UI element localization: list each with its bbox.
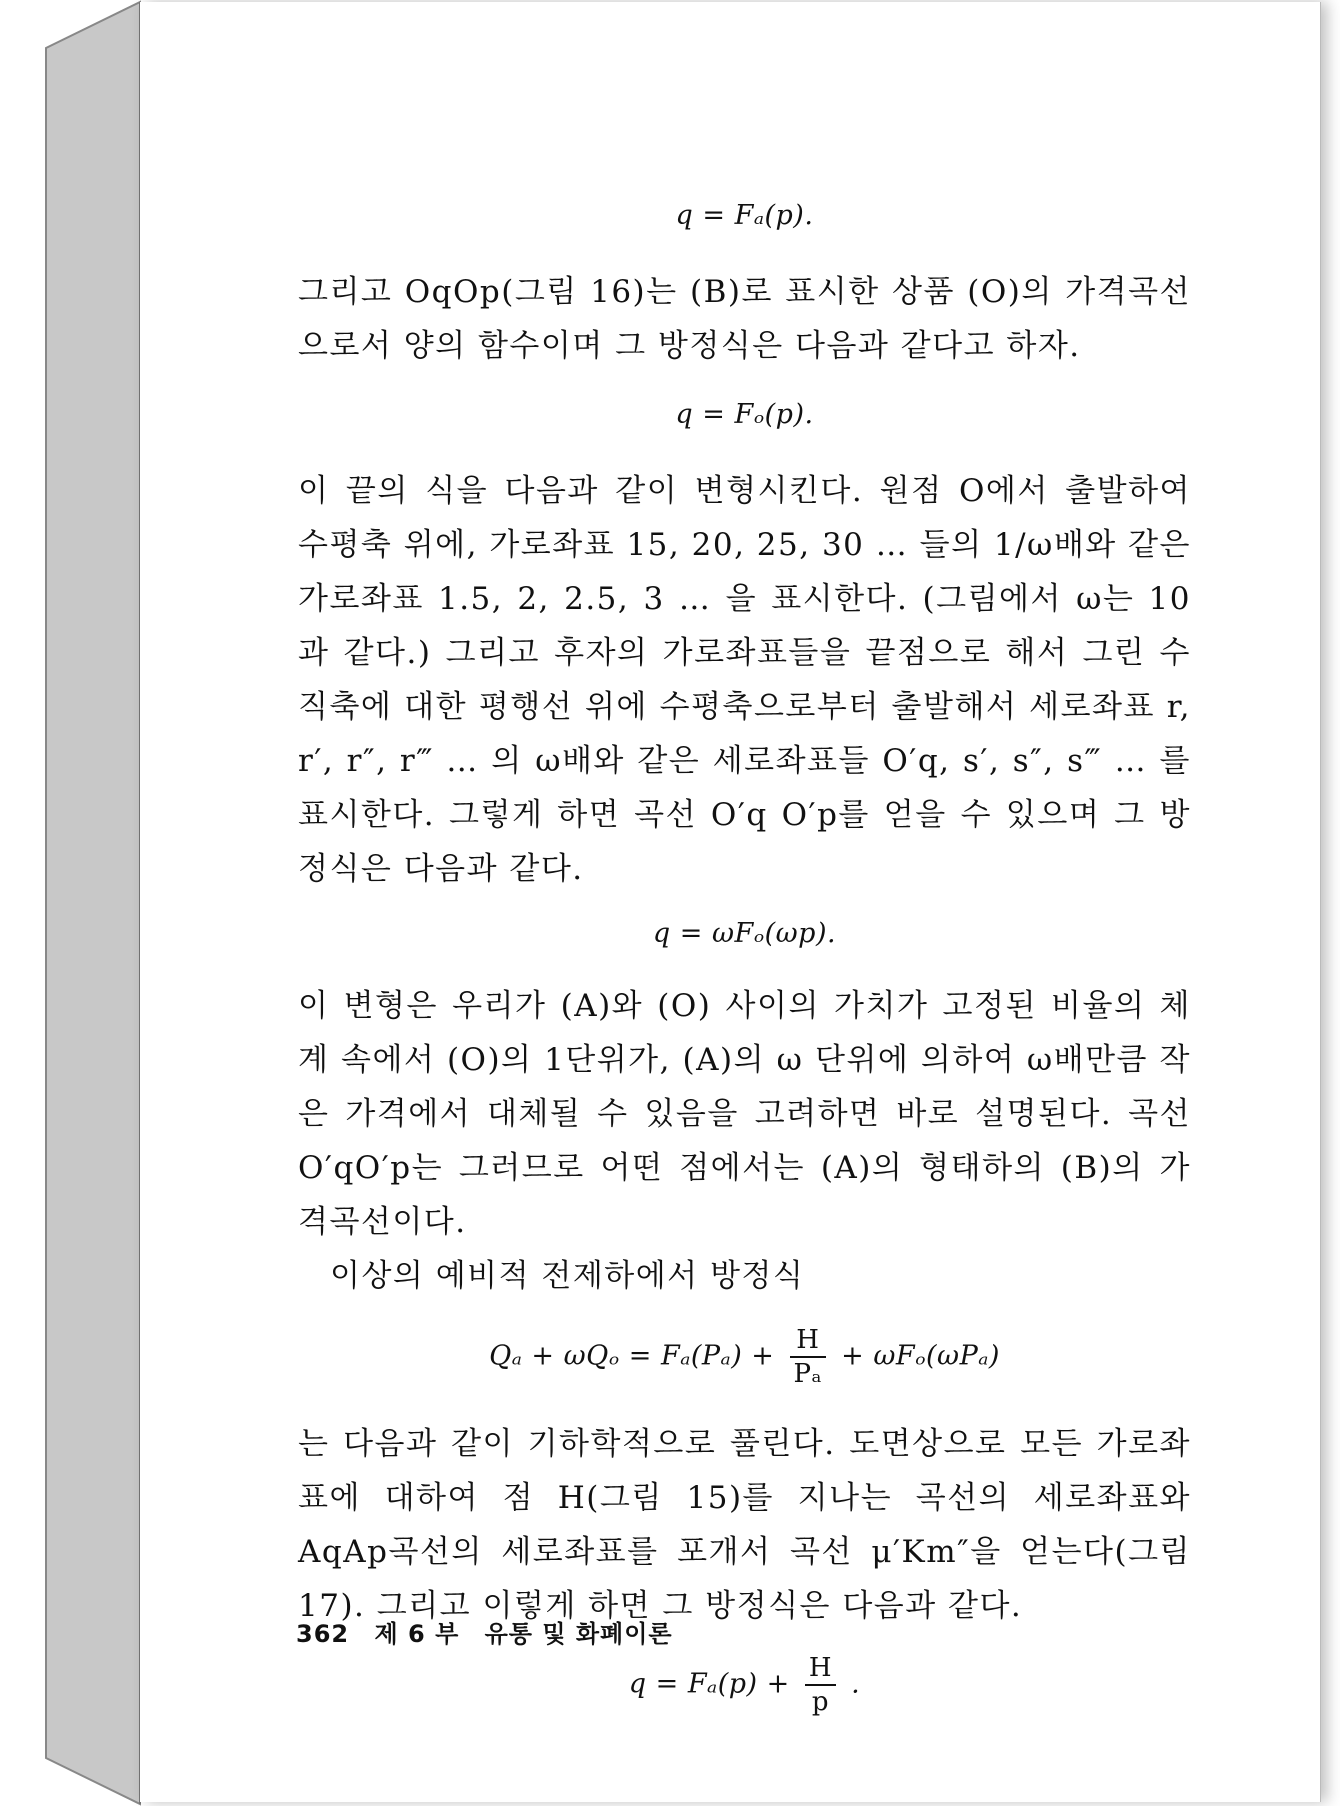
equation-5-fraction (805, 1655, 836, 1715)
equation-4-left: Qₐ + ωQₒ = Fₐ(Pₐ) + (489, 1340, 775, 1372)
page-number: 362 (296, 1620, 350, 1648)
equation-5 (298, 1655, 1191, 1715)
equation-4-right: + ωFₒ(ωPₐ) (841, 1340, 1000, 1372)
page-content (298, 190, 1191, 1715)
paragraph-1: 그리고 OqOp(그림 16)는 (B)로 표시한 상품 (O)의 가격곡선으로서 양의 함수이며 그 방정식은 다음과 같다고 하자. (298, 274, 1191, 364)
running-title: 유통 및 화폐이론 (484, 1620, 673, 1648)
equation-2-text: q = Fₒ(p). (675, 399, 814, 430)
equation-4-numerator: H (790, 1327, 827, 1358)
equation-4 (298, 1327, 1191, 1387)
equation-3-text: q = ωFₒ(ωp). (652, 918, 837, 949)
equation-4-fraction (790, 1327, 827, 1387)
equation-5-numerator: H (805, 1655, 836, 1686)
equation-5-right: . (851, 1668, 861, 1700)
equation-5-left: q = Fₐ(p) + (628, 1668, 790, 1700)
paragraph-3: 이 변형은 우리가 (A)와 (O) 사이의 가치가 고정된 비율의 체계 속에서 (O)의 1단위가, (A)의 ω 단위에 의하여 ω배만큼 작은 가격에서 대체될 수 있음을 고려하면 바로 설명된다. 곡선 O′qO′p는 그러므로 어떤 점에서는 (A)의 형태하의 (B)의 가격곡선이다. (298, 988, 1191, 1240)
page-footer (296, 1614, 689, 1649)
paragraph-4: 이상의 예비적 전제하에서 방정식 (330, 1258, 805, 1294)
part-label: 제 6 부 (374, 1620, 460, 1648)
equation-5-denominator: p (811, 1687, 830, 1717)
equation-2 (298, 399, 1191, 430)
equation-1-text: q = Fₐ(p). (675, 200, 814, 231)
paragraph-2: 이 끝의 식을 다음과 같이 변형시킨다. 원점 O에서 출발하여 수평축 위에, 가로좌표 15, 20, 25, 30 … 들의 1/ω배와 같은 가로좌표 1.5, 2, 2.5, 3 … 을 표시한다. (그림에서 ω는 10과 같다.) 그리고 후자의 가로좌표들을 끝점으로 해서 그린 수직축에 대한 평행선 위에 수평축으로부터 출발해서 세로좌표 r, r′, r″, r‴ … 의 ω배와 같은 세로좌표들 O′q, s′, s″, s‴ … 를 표시한다. 그렇게 하면 곡선 O′q O′p를 얻을 수 있으며 그 방정식은 다음과 같다. (298, 473, 1191, 887)
equation-4-denominator: Pₐ (793, 1359, 823, 1389)
paragraph-5: 는 다음과 같이 기하학적으로 풀린다. 도면상으로 모든 가로좌표에 대하여 점 H(그림 15)를 지나는 곡선의 세로좌표와 AqAp곡선의 세로좌표를 포개서 곡선 μ′Km″을 얻는다(그림 17). 그리고 이렇게 하면 그 방정식은 다음과 같다. (298, 1426, 1191, 1624)
equation-1 (298, 200, 1191, 231)
equation-3 (298, 918, 1191, 949)
